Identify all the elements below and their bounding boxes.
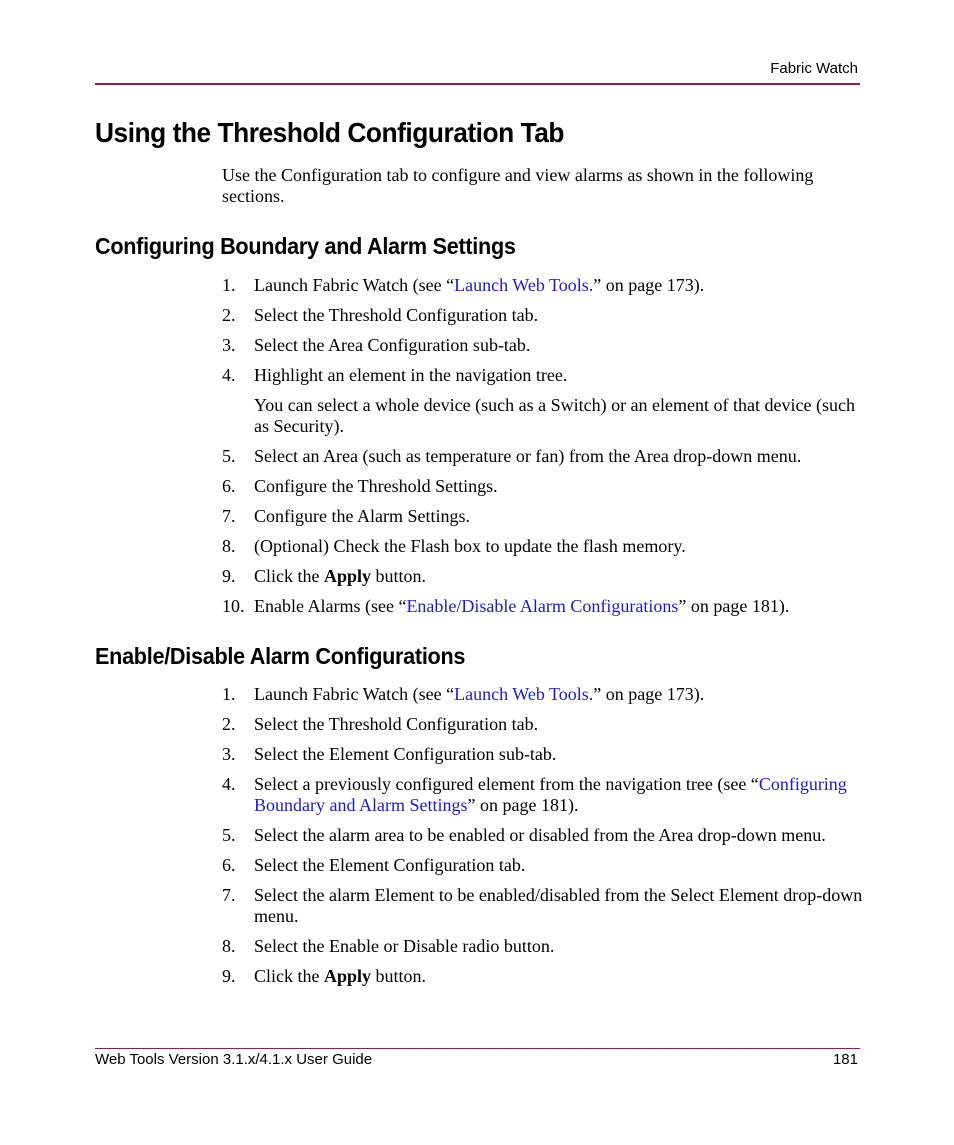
steps-list (0, 275, 866, 626)
step-number: 5. (222, 446, 236, 466)
section-heading-boundary-alarm: Configuring Boundary and Alarm Settings (95, 233, 516, 259)
list-item (0, 684, 866, 705)
list-item (0, 275, 866, 296)
apply-label: Apply (324, 966, 372, 986)
step-text: Launch Fabric Watch (see “ (254, 275, 455, 295)
list-item (0, 936, 866, 957)
steps-list (0, 684, 866, 996)
step-text: Highlight an element in the navigation tree. (254, 365, 568, 385)
step-number: 5. (222, 825, 236, 845)
step-text: Select a previously configured element from the navigation tree (see “ (254, 774, 759, 794)
step-number: 3. (222, 744, 236, 764)
list-item (0, 885, 866, 927)
section-heading-enable-disable: Enable/Disable Alarm Configurations (95, 643, 466, 669)
step-text: Click the (254, 966, 324, 986)
step-number: 6. (222, 855, 236, 875)
step-text: Enable Alarms (see “ (254, 596, 407, 616)
list-item (0, 744, 866, 765)
step-number: 6. (222, 476, 236, 496)
page-number: 181 (832, 1051, 858, 1068)
step-number: 9. (222, 566, 236, 586)
step-text: Select the alarm Element to be enabled/disabled from the Select Element drop-down menu. (254, 885, 863, 926)
list-item (0, 855, 866, 876)
cross-reference-link[interactable]: Configuring Boundary and Alarm Settings (254, 774, 847, 815)
list-item (0, 825, 866, 846)
step-number: 10. (222, 596, 245, 616)
list-item (0, 365, 866, 437)
step-number: 4. (222, 774, 236, 794)
step-number: 7. (222, 506, 236, 526)
step-number: 3. (222, 335, 236, 355)
list-item (0, 446, 866, 467)
step-text: Select the Threshold Configuration tab. (254, 305, 539, 325)
list-item (0, 596, 866, 617)
step-text: button. (371, 566, 427, 586)
list-item (0, 305, 866, 326)
footer-rule (95, 1048, 860, 1049)
step-text: Select the Element Configuration tab. (254, 855, 526, 875)
step-number: 4. (222, 365, 236, 385)
list-item (0, 536, 866, 557)
list-item (0, 714, 866, 735)
step-text: Select the Enable or Disable radio button. (254, 936, 555, 956)
step-text: Configure the Alarm Settings. (254, 506, 470, 526)
step-text: ” on page 173). (593, 275, 705, 295)
step-number: 7. (222, 885, 236, 905)
list-item (0, 774, 866, 816)
step-number: 2. (222, 305, 236, 325)
step-number: 2. (222, 714, 236, 734)
step-text: Select the Area Configuration sub-tab. (254, 335, 531, 355)
page-title: Using the Threshold Configuration Tab (95, 117, 565, 148)
step-text: (Optional) Check the Flash box to update the flash memory. (254, 536, 686, 556)
list-item (0, 506, 866, 527)
step-text: button. (371, 966, 427, 986)
step-number: 9. (222, 966, 236, 986)
step-text: Configure the Threshold Settings. (254, 476, 498, 496)
list-item (0, 476, 866, 497)
list-item (0, 566, 866, 587)
apply-label: Apply (324, 566, 372, 586)
step-text: Launch Fabric Watch (see “ (254, 684, 455, 704)
running-header: Fabric Watch (770, 60, 858, 77)
step-text: Select the Threshold Configuration tab. (254, 714, 539, 734)
step-number: 1. (222, 275, 236, 295)
step-text: Click the (254, 566, 324, 586)
intro-paragraph: Use the Configuration tab to configure and view alarms as shown in the following sections. (222, 165, 814, 206)
header-rule (95, 83, 860, 85)
list-item (0, 335, 866, 356)
step-text: ” on page 173). (593, 684, 705, 704)
step-text: ” on page 181). (678, 596, 790, 616)
step-text: Select the Element Configuration sub-tab. (254, 744, 557, 764)
cross-reference-link[interactable]: Enable/Disable Alarm Configurations (406, 596, 679, 616)
step-text: ” on page 181). (467, 795, 579, 815)
step-number: 1. (222, 684, 236, 704)
step-note: You can select a whole device (such as a Switch) or an element of that device (such as Security). (254, 395, 855, 436)
cross-reference-link[interactable]: Launch Web Tools. (454, 684, 594, 704)
step-number: 8. (222, 936, 236, 956)
step-number: 8. (222, 536, 236, 556)
cross-reference-link[interactable]: Launch Web Tools. (454, 275, 594, 295)
step-text: Select an Area (such as temperature or fan) from the Area drop-down menu. (254, 446, 802, 466)
list-item (0, 966, 866, 987)
footer-guide-title: Web Tools Version 3.1.x/4.1.x User Guide (95, 1051, 373, 1068)
step-text: Select the alarm area to be enabled or disabled from the Area drop-down menu. (254, 825, 826, 845)
